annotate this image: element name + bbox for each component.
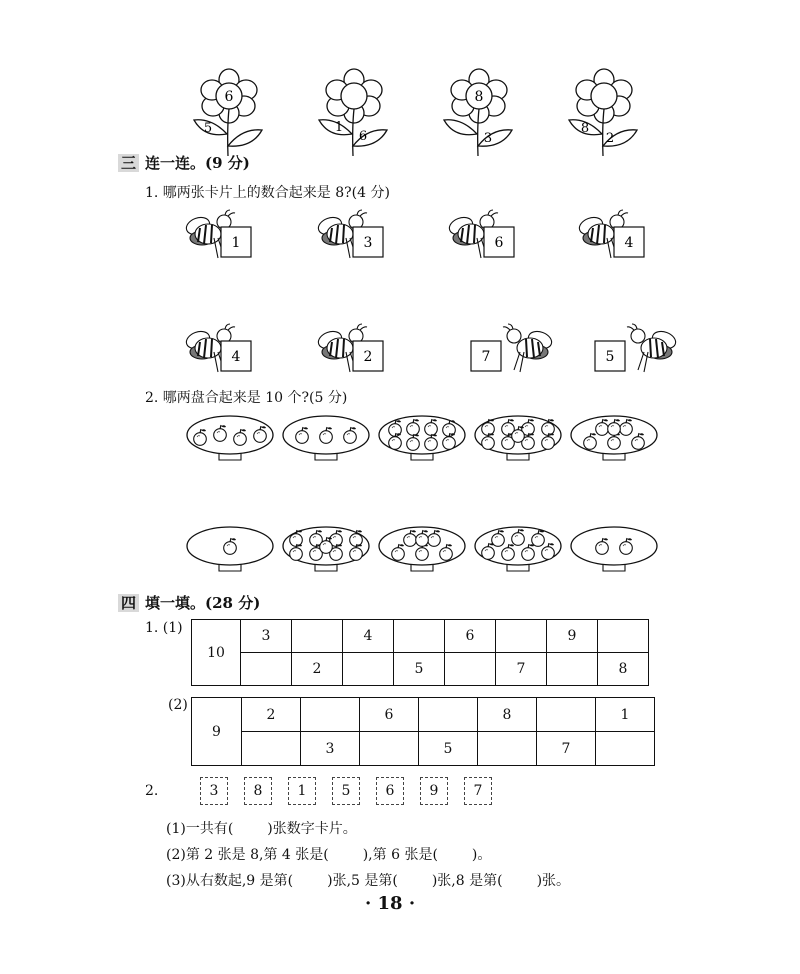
table-cell[interactable]: [445, 653, 496, 686]
q-text: (2)第 2 张是 8,第 4 张是(: [166, 847, 329, 863]
bee-card-number: 7: [481, 349, 491, 365]
table-cell[interactable]: 8: [598, 653, 649, 686]
flower-center-number: 6: [224, 89, 234, 105]
number-card: 9: [420, 777, 448, 805]
table-cell[interactable]: 2: [242, 698, 301, 732]
bee-card-top-1: [180, 208, 272, 270]
flower-4: [565, 68, 645, 158]
number-split-table-2: [191, 697, 655, 766]
flower-1: [190, 68, 270, 158]
section-3-heading: [118, 152, 250, 173]
q-text: )张,5 是第(: [327, 873, 398, 889]
apple-plate-top-3: [377, 410, 467, 468]
table-cell[interactable]: 3: [241, 620, 292, 653]
flower-left-leaf-number: 1: [334, 120, 344, 135]
number-card: 6: [376, 777, 404, 805]
section-3-title: 连一连。(9 分): [145, 154, 250, 172]
number-card: 1: [288, 777, 316, 805]
bee-card-number: 4: [624, 235, 634, 251]
flower-left-leaf-number: 5: [203, 121, 213, 136]
table-cell[interactable]: [596, 732, 655, 766]
table-cell[interactable]: [360, 732, 419, 766]
bee-card-number: 5: [605, 349, 615, 365]
question-4-1-label: 1. (1): [145, 620, 183, 636]
number-card: 7: [464, 777, 492, 805]
flower-center-number: 8: [474, 89, 484, 105]
bee-card-top-4: [573, 208, 665, 270]
table2-left-value: 9: [192, 698, 242, 766]
table-cell[interactable]: 4: [343, 620, 394, 653]
section-3-badge: 三: [118, 154, 139, 172]
q-text: (3)从右数起,9 是第(: [166, 873, 294, 889]
table-cell[interactable]: [547, 653, 598, 686]
bee-card-bottom-1: [180, 322, 272, 384]
page-number: · 18 ·: [365, 893, 416, 914]
question-3-1: 1. 哪两张卡片上的数合起来是 8?(4 分): [145, 185, 390, 201]
apple-plate-top-5: [569, 410, 659, 468]
section-4-heading: [118, 592, 260, 613]
table-cell[interactable]: 7: [537, 732, 596, 766]
q-text: )张,8 是第(: [431, 873, 503, 889]
bee-card-bottom-4: [590, 322, 682, 384]
table-cell[interactable]: 7: [496, 653, 547, 686]
bee-card-number: 2: [363, 349, 373, 365]
flower-left-leaf-number: 8: [580, 121, 590, 136]
question-4-2-3: [166, 870, 570, 890]
table-cell[interactable]: 5: [419, 732, 478, 766]
table-cell[interactable]: 3: [301, 732, 360, 766]
section-4-badge: 四: [118, 594, 139, 612]
table-cell[interactable]: 1: [596, 698, 655, 732]
q-text: (1)一共有(: [166, 821, 234, 837]
table-cell[interactable]: [242, 732, 301, 766]
q-text: ),第 6 张是(: [362, 847, 438, 863]
table-cell[interactable]: 5: [394, 653, 445, 686]
table-cell[interactable]: 8: [478, 698, 537, 732]
number-card: 8: [244, 777, 272, 805]
table-cell[interactable]: 6: [360, 698, 419, 732]
q-text: )。: [471, 847, 492, 863]
question-4-1-2-label: (2): [168, 697, 188, 713]
flower-3: [440, 68, 520, 158]
question-4-2-2: [166, 844, 491, 864]
bee-card-bottom-2: [312, 322, 404, 384]
bee-card-number: 1: [231, 235, 241, 251]
question-4-2-1: [166, 818, 357, 838]
apple-plate-bottom-4: [473, 521, 563, 579]
apple-plate-bottom-2: [281, 521, 371, 579]
apple-plate-bottom-3: [377, 521, 467, 579]
flower-2: [315, 68, 395, 158]
table-cell[interactable]: [598, 620, 649, 653]
flower-right-leaf-number: 2: [605, 131, 615, 146]
table-cell[interactable]: [292, 620, 343, 653]
bee-card-top-3: [443, 208, 535, 270]
table-cell[interactable]: [478, 732, 537, 766]
bee-card-number: 3: [363, 235, 373, 251]
table1-left-value: 10: [192, 620, 241, 686]
bee-card-bottom-3: [466, 322, 558, 384]
bee-card-number: 6: [494, 235, 504, 251]
bee-card-top-2: [312, 208, 404, 270]
table-cell[interactable]: 6: [445, 620, 496, 653]
q-text: )张。: [536, 873, 571, 889]
table-cell[interactable]: [301, 698, 360, 732]
table-cell[interactable]: [394, 620, 445, 653]
table-cell[interactable]: [496, 620, 547, 653]
flower-right-leaf-number: 3: [483, 131, 493, 146]
q-text: )张数字卡片。: [267, 821, 357, 837]
table-cell[interactable]: [537, 698, 596, 732]
table-cell[interactable]: [419, 698, 478, 732]
question-3-2: 2. 哪两盘合起来是 10 个?(5 分): [145, 390, 348, 406]
apple-plate-top-2: [281, 410, 371, 468]
number-card: 3: [200, 777, 228, 805]
apple-plate-bottom-1: [185, 521, 275, 579]
number-card: 5: [332, 777, 360, 805]
section-4-title: 填一填。(28 分): [145, 594, 261, 612]
question-4-2-label: 2.: [145, 783, 159, 799]
flower-right-leaf-number: 6: [358, 129, 368, 144]
table-cell[interactable]: 9: [547, 620, 598, 653]
bee-card-number: 4: [231, 349, 241, 365]
apple-plate-bottom-5: [569, 521, 659, 579]
table-cell[interactable]: [343, 653, 394, 686]
table-cell[interactable]: 2: [292, 653, 343, 686]
number-split-table-1: [191, 619, 649, 686]
apple-plate-top-4: [473, 410, 563, 468]
table-cell[interactable]: [241, 653, 292, 686]
apple-plate-top-1: [185, 410, 275, 468]
